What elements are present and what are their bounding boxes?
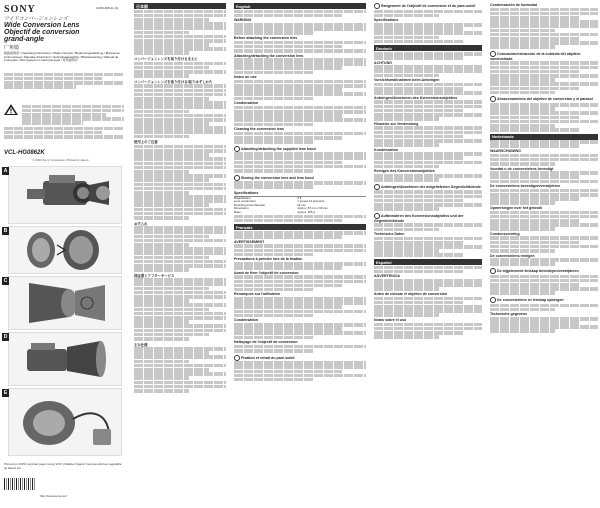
de-storing-heading: Aufbewahren des Konversionsobjektivs und der Gegenlichtblende — [374, 213, 464, 223]
english-french-column — [232, 0, 368, 508]
spec-row: Lens construction 7 groups 10 elements — [234, 199, 325, 204]
nl-specs-heading: Technische gegevens — [490, 312, 528, 317]
figure-b — [3, 226, 122, 274]
nl-heading: Nederlands — [490, 134, 598, 140]
fr-before-heading: Avant de fixer l'objectif de conversion — [234, 270, 299, 275]
circle-bullet-icon — [374, 3, 380, 9]
es-section — [374, 259, 482, 339]
de-attach-heading: Anbringen/Abnehmen des Konversionsobjektivs — [374, 95, 458, 100]
de-warning-heading: ACHTUNG — [374, 60, 392, 65]
figure-e-label: E — [3, 390, 8, 396]
en-hood-section — [234, 146, 366, 173]
jp-section-2 — [134, 57, 226, 78]
en-cleaning-heading: Cleaning the conversion lens — [234, 127, 284, 132]
de-condensation-heading: Kondensation — [374, 147, 398, 152]
circle-bullet-icon — [374, 184, 380, 190]
de-hood-heading: Anbringen/Abnehmen der mitgelieferten Gegenlichtblende — [374, 184, 482, 190]
circle-bullet-icon — [490, 268, 496, 274]
nl-condensation-heading: Condensvorming — [490, 231, 520, 236]
es-before-heading: Antes de colocar el objetivo de conversión — [374, 292, 448, 296]
circle-bullet-icon — [490, 96, 496, 102]
fr-precautions-heading: Précautions à prendre lors de la fixation — [234, 257, 303, 262]
de-heading: Deutsch — [374, 45, 482, 51]
figure-a — [3, 166, 122, 224]
title-japanese: ワイドコンバージョンレンズ — [4, 16, 68, 22]
jp-subheading: 主な仕様 — [134, 342, 148, 347]
en-specs-section — [234, 191, 366, 222]
spec-row: Magnification 0.8 — [234, 196, 302, 200]
es-hood-heading: Colocación/extracción de la cubierta del objetivo suministrada — [490, 51, 581, 61]
german-spanish-column — [372, 0, 484, 508]
en-attach-heading: Attaching/detaching the conversion lens — [234, 53, 304, 58]
jp-section-1 — [134, 3, 226, 55]
en-notes-heading: Notes on use — [234, 75, 257, 80]
title-block — [4, 22, 79, 43]
es-heading: Español — [374, 259, 482, 265]
fr-section — [234, 224, 366, 352]
title-line-2: Objectif de conversion — [4, 29, 80, 36]
spec-row: Mass Approx. 365 g — [234, 209, 315, 214]
model-number: VCL-HG0862K — [4, 150, 45, 156]
en-storing-section — [234, 175, 366, 189]
figure-c-label: C — [3, 278, 8, 284]
de-storing-section — [374, 213, 482, 257]
circle-bullet-icon — [234, 175, 240, 181]
barcode — [4, 478, 36, 490]
en-before-heading: Before attaching the conversion lens — [234, 35, 298, 40]
nl-warning-heading: WAARSCHUWING — [490, 149, 521, 154]
de-section — [374, 45, 482, 182]
en-heading: English — [234, 3, 366, 9]
nl-attach-heading: De conversielens bevestigen/verwijderen — [490, 184, 561, 189]
jp-subheading: 使用上のご注意 — [134, 140, 158, 145]
intro-text-jp — [4, 72, 124, 89]
spanish-dutch-column — [488, 0, 600, 508]
lens-attach-illustration — [9, 227, 121, 273]
caution-text-jp — [4, 126, 124, 139]
de-precautions-heading: Vorsichtsmaßnahmen beim Anbringen — [374, 78, 440, 83]
title-chinese: 广角镜 — [4, 45, 20, 51]
figure-d — [3, 332, 122, 386]
jp-section-6 — [134, 274, 226, 341]
title-line-3: grand-angle — [4, 36, 45, 43]
nl-hood-heading: De bijgeleverde lenskap bevestigen/verwijderen — [490, 268, 598, 274]
spec-row: Dimensions Approx. 87 mm x 60 mm — [234, 206, 328, 211]
jp-subheading: お手入れ — [134, 221, 148, 226]
en-storing-heading: Storing the conversion lens and lens hood — [234, 175, 366, 181]
japanese-column — [132, 0, 228, 508]
figure-b-label: B — [3, 228, 8, 234]
spec-row: Mounting screw diameter 62 mm — [234, 202, 306, 207]
de-cleaning-heading: Reinigen des Konversionsobjektivs — [374, 169, 435, 174]
de-specs-heading: Technische Daten — [374, 232, 405, 237]
jp-subheading: コンバージョンレンズを取り付ける/取りはずしかた — [134, 79, 213, 84]
figure-c — [3, 276, 122, 330]
es-notes-heading: Notas sobre el uso — [374, 317, 407, 322]
es-storing-section — [490, 96, 598, 131]
warning-triangle-icon — [4, 104, 18, 115]
sony-url: http://www.sony.net/ — [40, 494, 67, 498]
warning-text-jp — [22, 104, 124, 126]
fr-storing-heading: Rangement de l'objectif de conversion et du pare-soleil — [374, 3, 482, 9]
circle-bullet-icon — [234, 146, 240, 152]
jp-subheading: コンバージョンレンズを取り付けるまえに — [134, 57, 198, 62]
es-warning-heading: ADVERTENCIA — [374, 274, 400, 279]
nl-before-heading: Voordat u de conversielens bevestigt — [490, 166, 554, 171]
fr-warning-heading: AVERTISSEMENT — [234, 239, 265, 244]
fr-remarks-heading: Remarques sur l'utilisation — [234, 292, 280, 297]
de-notes-heading: Hinweise zur Verwendung — [374, 121, 419, 126]
nl-cleaning-heading: De conversielens reinigen — [490, 253, 535, 258]
figure-d-label: D — [3, 334, 8, 340]
jp-subheading: 保証書とアフターサービス — [134, 273, 175, 278]
fr-hood-heading: Fixation et retrait du pare-soleil — [234, 355, 366, 361]
brand-logo: SONY — [4, 4, 36, 15]
circle-bullet-icon — [234, 355, 240, 361]
part-number: 3-093-408-11 (1) — [96, 6, 119, 10]
figure-a-label: A — [3, 168, 8, 174]
nl-storing-heading: De conversielens en lenskap opbergen — [490, 297, 598, 303]
de-hood-section — [374, 184, 482, 211]
nl-notes-heading: Opmerkingen over het gebruik — [490, 205, 543, 210]
fr-cleaning-heading: Nettoyage de l'objectif de conversion — [234, 340, 298, 345]
nl-hood-section — [490, 268, 598, 295]
figure-e — [3, 388, 122, 456]
printed-note: Printed on 100% recycled paper using VOC (Volatile Organic Compound)-free vegetable oil based ink. — [4, 462, 122, 470]
fr-condensation-heading: Condensation — [234, 318, 258, 323]
circle-bullet-icon — [490, 297, 496, 303]
copyright: © 2004 Sony Corporation Printed in Japan — [32, 158, 89, 162]
manual-languages: 取扱説明書 / Operating Instructions / Mode d'emploi / Bedienungsanleitung / Manual de instrucciones / Manuale d'istruzioni / Gebruiksaanwijzing / Bruksanvisning / Manual de instruções / Инструкция по эксплуатации / 使用说明书 — [4, 51, 120, 63]
fr-specs-heading: Spécifications — [374, 18, 399, 23]
en-specs-heading: Specifications — [234, 191, 259, 195]
en-section — [234, 3, 366, 144]
fr-hood-section — [234, 355, 366, 382]
en-hood-heading: Attaching/detaching the supplied lens hood — [234, 146, 366, 152]
lens-hood-illustration — [9, 277, 121, 329]
title-line-1: Wide Conversion Lens — [4, 22, 80, 29]
fr-storing-section — [374, 3, 482, 43]
jp-section-4 — [134, 140, 226, 219]
en-warning-heading: WARNING — [234, 18, 252, 23]
jp-section-heading: 日本語 — [134, 3, 226, 9]
jp-section-5 — [134, 222, 226, 272]
es-storing-heading: Almacenamiento del objetivo de conversión y el parasol — [490, 96, 598, 102]
fr-heading: Français — [234, 224, 366, 230]
es-condensation-heading: Condensación de humedad — [490, 3, 537, 7]
jp-section-3 — [134, 80, 226, 138]
lens-storage-case-illustration — [9, 389, 121, 455]
es-condensation-section — [490, 3, 598, 49]
cover-column — [0, 0, 128, 508]
nl-storing-section — [490, 297, 598, 333]
camcorder-illustration — [9, 167, 121, 223]
jp-section-7 — [134, 343, 226, 393]
en-condensation-heading: Condensation — [234, 101, 258, 106]
nl-section — [490, 134, 598, 266]
en-specs-table — [234, 196, 366, 214]
es-hood-section — [490, 51, 598, 95]
camcorder-with-lens-illustration — [9, 333, 121, 385]
